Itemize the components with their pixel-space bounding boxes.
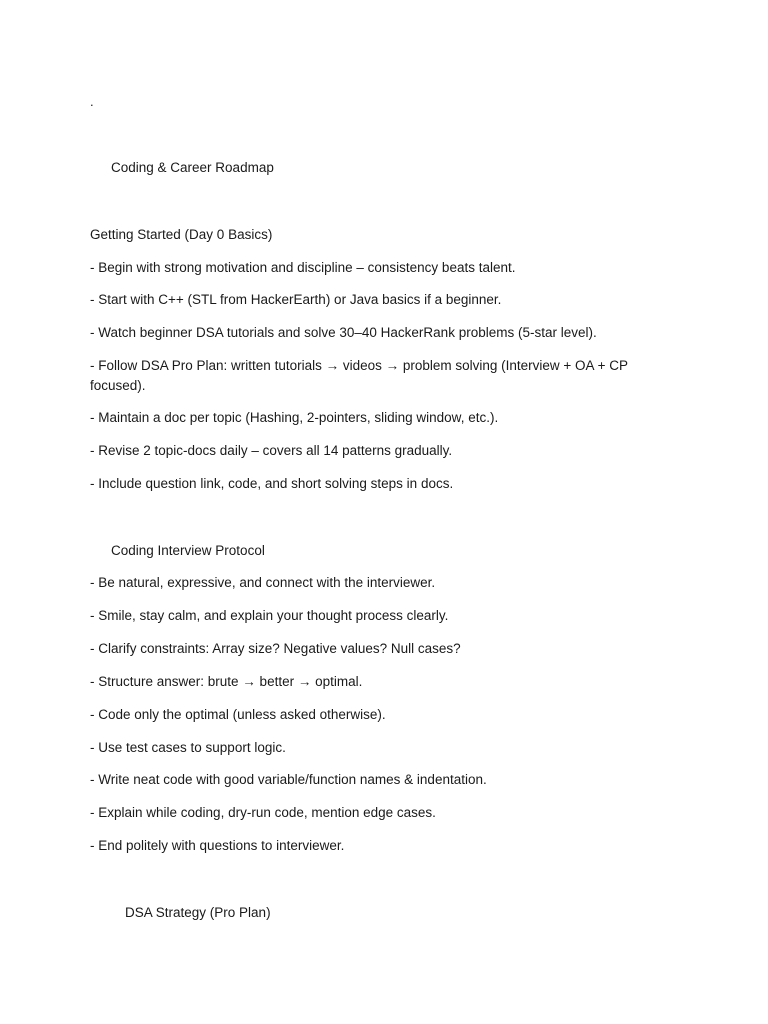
section-heading-interview-protocol: Coding Interview Protocol: [111, 543, 265, 558]
list-item: - Code only the optimal (unless asked otherwise).: [90, 707, 386, 722]
list-item: - End politely with questions to interviewer.: [90, 838, 345, 853]
list-item: - Write neat code with good variable/function names & indentation.: [90, 772, 487, 787]
list-item: - Follow DSA Pro Plan: written tutorials → videos → problem solving (Interview + OA + CP focused).: [90, 358, 628, 393]
stray-dot: .: [90, 94, 94, 109]
list-item: - Start with C++ (STL from HackerEarth) or Java basics if a beginner.: [90, 292, 502, 307]
list-item: - Revise 2 topic-docs daily – covers all 14 patterns gradually.: [90, 443, 453, 458]
list-item: - Include question link, code, and short solving steps in docs.: [90, 476, 454, 491]
list-item: - Be natural, expressive, and connect with the interviewer.: [90, 575, 436, 590]
list-item: - Use test cases to support logic.: [90, 740, 286, 755]
section-heading-getting-started: Getting Started (Day 0 Basics): [90, 227, 273, 242]
list-item: - Smile, stay calm, and explain your thought process clearly.: [90, 608, 449, 623]
page-title: Coding & Career Roadmap: [111, 160, 274, 175]
list-item: - Structure answer: brute → better → optimal.: [90, 674, 363, 689]
list-item: - Explain while coding, dry-run code, mention edge cases.: [90, 805, 436, 820]
list-item: - Maintain a doc per topic (Hashing, 2-pointers, sliding window, etc.).: [90, 410, 499, 425]
section-heading-dsa-strategy: DSA Strategy (Pro Plan): [125, 905, 271, 920]
list-item: - Begin with strong motivation and discipline – consistency beats talent.: [90, 260, 516, 275]
list-item: - Watch beginner DSA tutorials and solve 30–40 HackerRank problems (5-star level).: [90, 325, 597, 340]
list-item: - Clarify constraints: Array size? Negative values? Null cases?: [90, 641, 461, 656]
